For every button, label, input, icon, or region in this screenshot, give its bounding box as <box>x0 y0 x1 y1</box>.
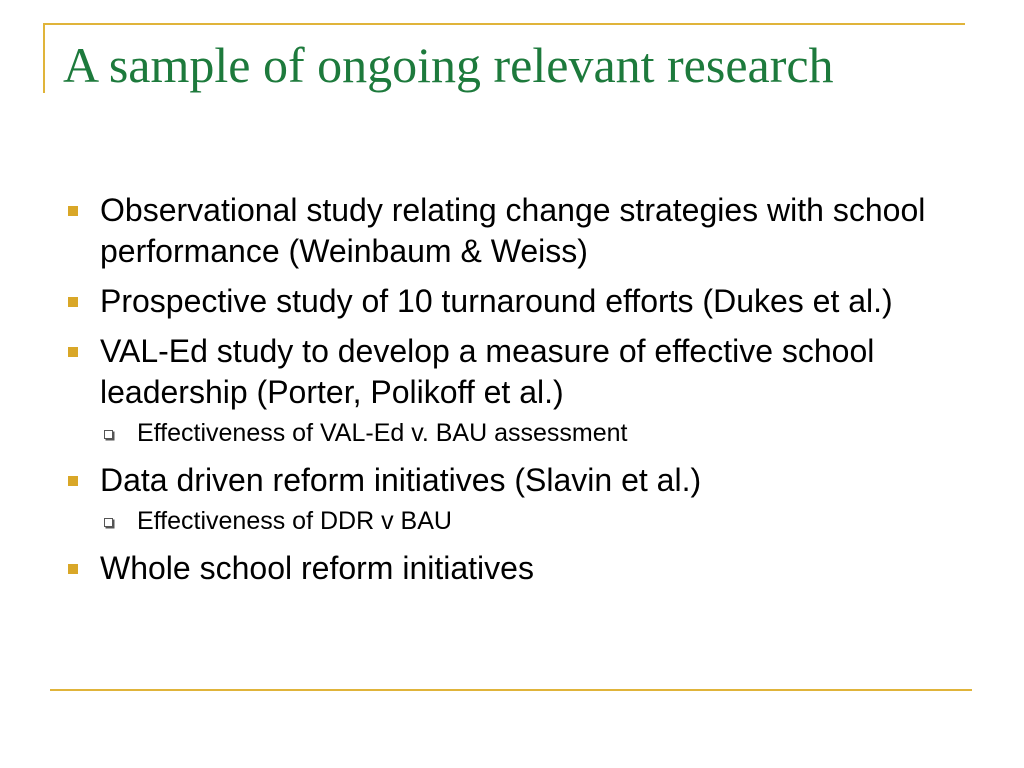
sub-bullet-item <box>60 505 960 538</box>
square-bullet-icon <box>68 347 78 357</box>
square-bullet-icon <box>68 297 78 307</box>
sub-bullet-text: Effectiveness of VAL-Ed v. BAU assessment <box>137 419 628 447</box>
bullet-item <box>60 281 960 322</box>
sub-bullet-text: Effectiveness of DDR v BAU <box>137 507 452 535</box>
hollow-square-bullet-icon <box>104 430 113 439</box>
square-bullet-icon <box>68 564 78 574</box>
bullet-text: Data driven reform initiatives (Slavin et al.) <box>100 462 702 498</box>
bullet-text: Observational study relating change strategies with school performance (Weinbaum & Weiss) <box>100 192 926 269</box>
bullet-list <box>60 190 960 598</box>
frame-top-rule <box>43 23 965 25</box>
sub-bullet-item <box>60 417 960 450</box>
bullet-item <box>60 548 960 589</box>
square-bullet-icon <box>68 206 78 216</box>
bullet-item <box>60 460 960 501</box>
frame-bottom-rule <box>50 689 972 691</box>
bullet-text: Prospective study of 10 turnaround efforts (Dukes et al.) <box>100 283 893 319</box>
square-bullet-icon <box>68 476 78 486</box>
frame-left-rule <box>43 23 45 93</box>
slide-title: A sample of ongoing relevant research <box>63 37 834 93</box>
bullet-item <box>60 331 960 413</box>
hollow-square-bullet-icon <box>104 518 113 527</box>
bullet-text: Whole school reform initiatives <box>100 550 534 586</box>
bullet-text: VAL-Ed study to develop a measure of effective school leadership (Porter, Polikoff et al.) <box>100 333 875 410</box>
bullet-item <box>60 190 960 272</box>
